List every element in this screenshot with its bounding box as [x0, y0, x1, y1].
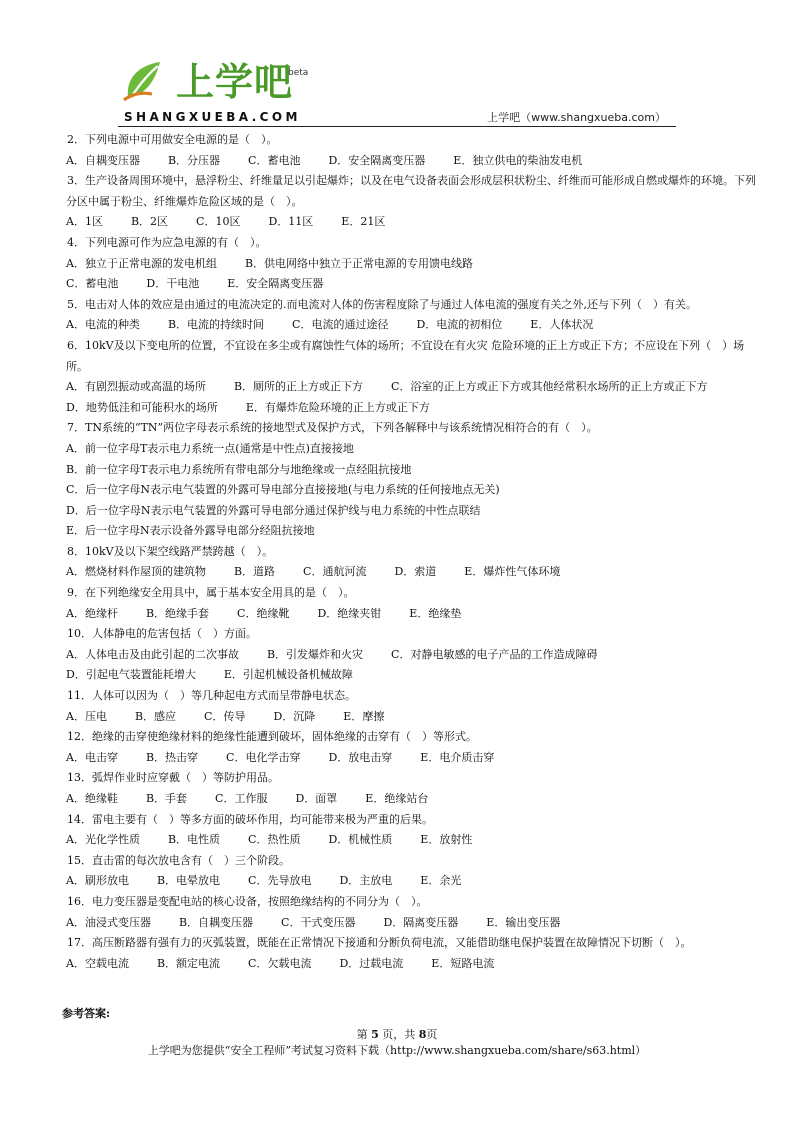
answer-option[interactable]: D．干电池: [146, 277, 200, 291]
answer-option[interactable]: E．短路电流: [431, 956, 495, 970]
answer-option[interactable]: B．2区: [130, 215, 169, 229]
answer-option[interactable]: D．引起电气装置能耗增大: [66, 668, 196, 682]
option-row: [66, 954, 766, 975]
page-mid: 页，共: [382, 1028, 416, 1041]
answer-option[interactable]: C．传导: [204, 709, 246, 723]
option-row: [66, 562, 766, 583]
question-stem: 2．下列电源中可用做安全电源的是（ ）。: [67, 133, 278, 146]
page-suffix: 页: [426, 1028, 438, 1041]
answer-option[interactable]: A．刷形放电: [66, 874, 129, 888]
answer-option[interactable]: B．绝缘手套: [145, 606, 210, 620]
question-item: [66, 295, 766, 336]
question-stem: 15．直击雷的每次放电含有（ ）三个阶段。: [67, 853, 290, 867]
question-item: [66, 624, 766, 686]
answer-option[interactable]: E．电介质击穿: [420, 750, 495, 764]
page-total: 8: [418, 1028, 427, 1041]
answer-option[interactable]: A．光化学性质: [66, 833, 140, 847]
question-item: [66, 933, 766, 974]
answer-option[interactable]: D．11区: [268, 215, 314, 229]
question-item: [66, 768, 766, 809]
answer-option[interactable]: A．自耦变压器: [66, 153, 140, 167]
page-current: 5: [371, 1028, 379, 1041]
page-number: [0, 1026, 794, 1042]
answer-option[interactable]: C．通航河流: [303, 565, 367, 579]
answer-option[interactable]: E．输出变压器: [486, 915, 561, 929]
answer-option[interactable]: C．欠载电流: [248, 956, 312, 970]
answer-option[interactable]: D．后一位字母N表示电气装置的外露可导电部分通过保护线与电力系统的中性点联结: [66, 503, 481, 517]
option-row: [66, 604, 766, 625]
answer-option[interactable]: C．对静电敏感的电子产品的工作造成障碍: [391, 647, 598, 661]
answer-option[interactable]: C．工作服: [215, 792, 268, 805]
answer-option[interactable]: C．先导放电: [248, 874, 312, 888]
answer-option[interactable]: D．主放电: [339, 874, 393, 888]
question-item: [66, 418, 766, 542]
question-stem: 4．下列电源可作为应急电源的有（ ）。: [67, 235, 267, 249]
answer-option[interactable]: D．过载电流: [339, 956, 404, 970]
question-list: [66, 130, 766, 974]
question-item: [66, 583, 766, 624]
logo-beta-tag: beta: [288, 68, 309, 78]
answers-heading: 参考答案:: [62, 1007, 111, 1020]
site-link[interactable]: 上学吧（www.shangxueba.com）: [487, 111, 666, 124]
option-row: [66, 645, 766, 666]
answer-option[interactable]: B．电流的持续时间: [167, 318, 265, 332]
answer-option[interactable]: E．摩擦: [343, 709, 385, 723]
option-row: [66, 212, 766, 233]
question-stem: 11．人体可以因为（ ）等几种起电方式而呈带静电状态。: [67, 689, 356, 703]
option-row: [66, 315, 766, 336]
answer-option[interactable]: E．余光: [420, 874, 462, 888]
answer-option[interactable]: C．后一位字母N表示电气装置的外露可导电部分直接接地(与电力系统的任何接地点无关): [66, 483, 500, 497]
answer-option[interactable]: D．电流的初相位: [416, 318, 503, 332]
answer-option[interactable]: D．绝缘夹钳: [317, 606, 382, 620]
answer-option[interactable]: B．感应: [134, 709, 177, 723]
answer-option[interactable]: A．绝缘鞋: [66, 792, 118, 805]
answer-option[interactable]: E．绝缘站台: [365, 792, 429, 805]
question-item: [66, 130, 766, 171]
answer-option[interactable]: C．热性质: [248, 833, 301, 847]
answer-option[interactable]: A．前一位字母T表示电力系统一点(通常是中性点)直接接地: [66, 441, 354, 455]
option-row: [66, 748, 766, 769]
question-stem: 6．10kV及以下变电所的位置，不宜设在多尘或有腐蚀性气体的场所；不宜设在有火灾 危险环境的正上方或正下方；不应设在下列（ ）场所。: [66, 338, 745, 373]
option-row: [66, 398, 766, 419]
question-item: [66, 336, 766, 418]
question-item: [66, 233, 766, 295]
answer-option[interactable]: A．绝缘杆: [66, 606, 118, 620]
answer-option[interactable]: E．绝缘垫: [409, 606, 462, 620]
answer-option[interactable]: C．干式变压器: [281, 915, 356, 929]
answer-option[interactable]: A．电击穿: [66, 750, 118, 764]
site-logo[interactable]: [118, 56, 318, 128]
answer-option[interactable]: A．1区: [66, 215, 103, 229]
question-item: [66, 686, 766, 727]
question-stem: 5．电击对人体的效应是由通过的电流决定的.而电流对人体的伤害程度除了与通过人体电流的强度有关之外,还与下列（ ）有关。: [67, 297, 697, 311]
question-item: [66, 851, 766, 892]
answer-option[interactable]: D．机械性质: [328, 833, 393, 847]
header-divider: [118, 126, 676, 127]
question-item: [66, 892, 766, 933]
answer-option[interactable]: E．引起机械设备机械故障: [223, 668, 353, 682]
page-header: [0, 0, 794, 130]
answer-option[interactable]: A．人体电击及由此引起的二次事故: [66, 647, 239, 661]
option-row: [66, 521, 766, 542]
question-stem: 16．电力变压器是变配电站的核心设备，按照绝缘结构的不同分为（ ）。: [67, 894, 428, 908]
logo-domain-text: SHANGXUEBA.COM: [124, 110, 301, 124]
answer-option[interactable]: D．放电击穿: [328, 750, 393, 764]
answer-option[interactable]: C．绝缘靴: [237, 606, 290, 620]
option-row: [66, 789, 766, 810]
answer-option[interactable]: E．独立供电的柴油发电机: [453, 153, 583, 167]
answer-option[interactable]: A．油浸式变压器: [66, 915, 151, 929]
answer-option[interactable]: E．后一位字母N表示设备外露导电部分经阻抗接地: [66, 524, 315, 538]
answer-option[interactable]: C．蓄电池: [248, 153, 301, 167]
answer-option[interactable]: E．21区: [341, 215, 386, 229]
answer-option[interactable]: B．热击穿: [145, 750, 199, 764]
option-row: [66, 871, 766, 892]
footer-source-link[interactable]: 上学吧为您提供“安全工程师”考试复习资料下载（http://www.shangxueba.com/share/s63.html）: [147, 1044, 647, 1057]
question-stem: 8．10kV及以下架空线路严禁跨越（ ）。: [67, 544, 274, 558]
option-row: [66, 501, 766, 522]
question-item: [66, 727, 766, 768]
answer-option[interactable]: D．地势低洼和可能积水的场所: [66, 400, 218, 414]
option-row: [66, 460, 766, 481]
answer-option[interactable]: B．道路: [233, 565, 276, 579]
answer-option[interactable]: D．面罩: [295, 792, 338, 805]
answer-option[interactable]: A．电流的种类: [66, 318, 140, 332]
question-stem: 3．生产设备周围环境中，悬浮粉尘、纤维量足以引起爆炸；以及在电气设备表面会形成层积状粉尘、纤维而可能形成自燃或爆炸的环境。下列分区中属于粉尘、纤维爆炸危险区域的是（ ）。: [66, 174, 756, 208]
question-stem: 10．人体静电的危害包括（ ）方面。: [67, 627, 257, 641]
answer-option[interactable]: A．空载电流: [66, 956, 129, 970]
leaf-icon: [122, 58, 168, 102]
answer-option[interactable]: B．电晕放电: [156, 874, 221, 888]
answer-option[interactable]: A．独立于正常电源的发电机组: [66, 256, 217, 270]
logo-title: 上学吧: [176, 60, 294, 104]
answer-option[interactable]: B．手套: [145, 792, 188, 805]
question-item: [66, 542, 766, 583]
answer-option[interactable]: E．人体状况: [530, 318, 594, 332]
option-row: [66, 254, 766, 275]
answer-option[interactable]: D．索道: [394, 565, 437, 579]
answer-option[interactable]: B．分压器: [167, 153, 221, 167]
option-row: [66, 480, 766, 501]
answer-option[interactable]: B．电性质: [167, 833, 221, 847]
page-prefix: 第: [356, 1028, 368, 1041]
option-row: [66, 377, 766, 398]
option-row: [66, 665, 766, 686]
option-row: [66, 830, 766, 851]
answer-option[interactable]: B．厕所的正上方或正下方: [233, 380, 364, 394]
answer-option[interactable]: E．爆炸性气体环境: [464, 565, 561, 579]
question-stem: 9．在下列绝缘安全用具中，属于基本安全用具的是（ ）。: [67, 586, 355, 600]
question-stem: 14．雷电主要有（ ）等多方面的破坏作用，均可能带来极为严重的后果。: [67, 812, 433, 826]
answer-option[interactable]: C．蓄电池: [66, 277, 119, 291]
answer-option[interactable]: A．有剧烈振动或高温的场所: [66, 380, 206, 394]
answer-option[interactable]: D．隔离变压器: [383, 915, 459, 929]
answer-option[interactable]: D．安全隔离变压器: [328, 153, 426, 167]
question-stem: 13．弧焊作业时应穿戴（ ）等防护用品。: [67, 771, 279, 785]
answer-option[interactable]: E．安全隔离变压器: [227, 277, 324, 291]
question-stem: 12．绝缘的击穿使绝缘材料的绝缘性能遭到破坏，固体绝缘的击穿有（ ）等形式。: [67, 730, 477, 744]
answer-option[interactable]: B．自耦变压器: [178, 915, 254, 929]
answer-option[interactable]: E．有爆炸危险环境的正上方或正下方: [245, 400, 430, 414]
answer-option[interactable]: B．额定电流: [156, 956, 221, 970]
answer-option[interactable]: A．燃烧材料作屋顶的建筑物: [66, 565, 206, 579]
question-stem: 17．高压断路器有强有力的灭弧装置，既能在正常情况下接通和分断负荷电流，又能借助继电保护装置在故障情况下切断（ ）。: [67, 936, 692, 950]
question-item: [66, 171, 766, 233]
option-row: [66, 274, 766, 295]
question-stem: 7．TN系统的“TN”两位字母表示系统的接地型式及保护方式，下列各解释中与该系统情况相符合的有（ ）。: [67, 421, 598, 435]
option-row: [66, 151, 766, 172]
answer-option[interactable]: A．压电: [66, 709, 107, 723]
answer-option[interactable]: B．前一位字母T表示电力系统所有带电部分与地绝缘或一点经阻抗接地: [66, 462, 412, 476]
answer-option[interactable]: D．沉降: [273, 709, 316, 723]
answer-option[interactable]: B．引发爆炸和火灾: [266, 647, 364, 661]
answer-option[interactable]: C．电流的通过途径: [292, 318, 389, 332]
option-row: [66, 439, 766, 460]
option-row: [66, 707, 766, 728]
question-item: [66, 810, 766, 851]
option-row: [66, 913, 766, 934]
answer-option[interactable]: C．10区: [196, 215, 241, 229]
answer-option[interactable]: C．浴室的正上方或正下方或其他经常积水场所的正上方或正下方: [391, 380, 708, 394]
answer-option[interactable]: C．电化学击穿: [226, 750, 301, 764]
answer-option[interactable]: E．放射性: [420, 833, 473, 847]
answer-option[interactable]: B．供电网络中独立于正常电源的专用馈电线路: [244, 256, 474, 270]
